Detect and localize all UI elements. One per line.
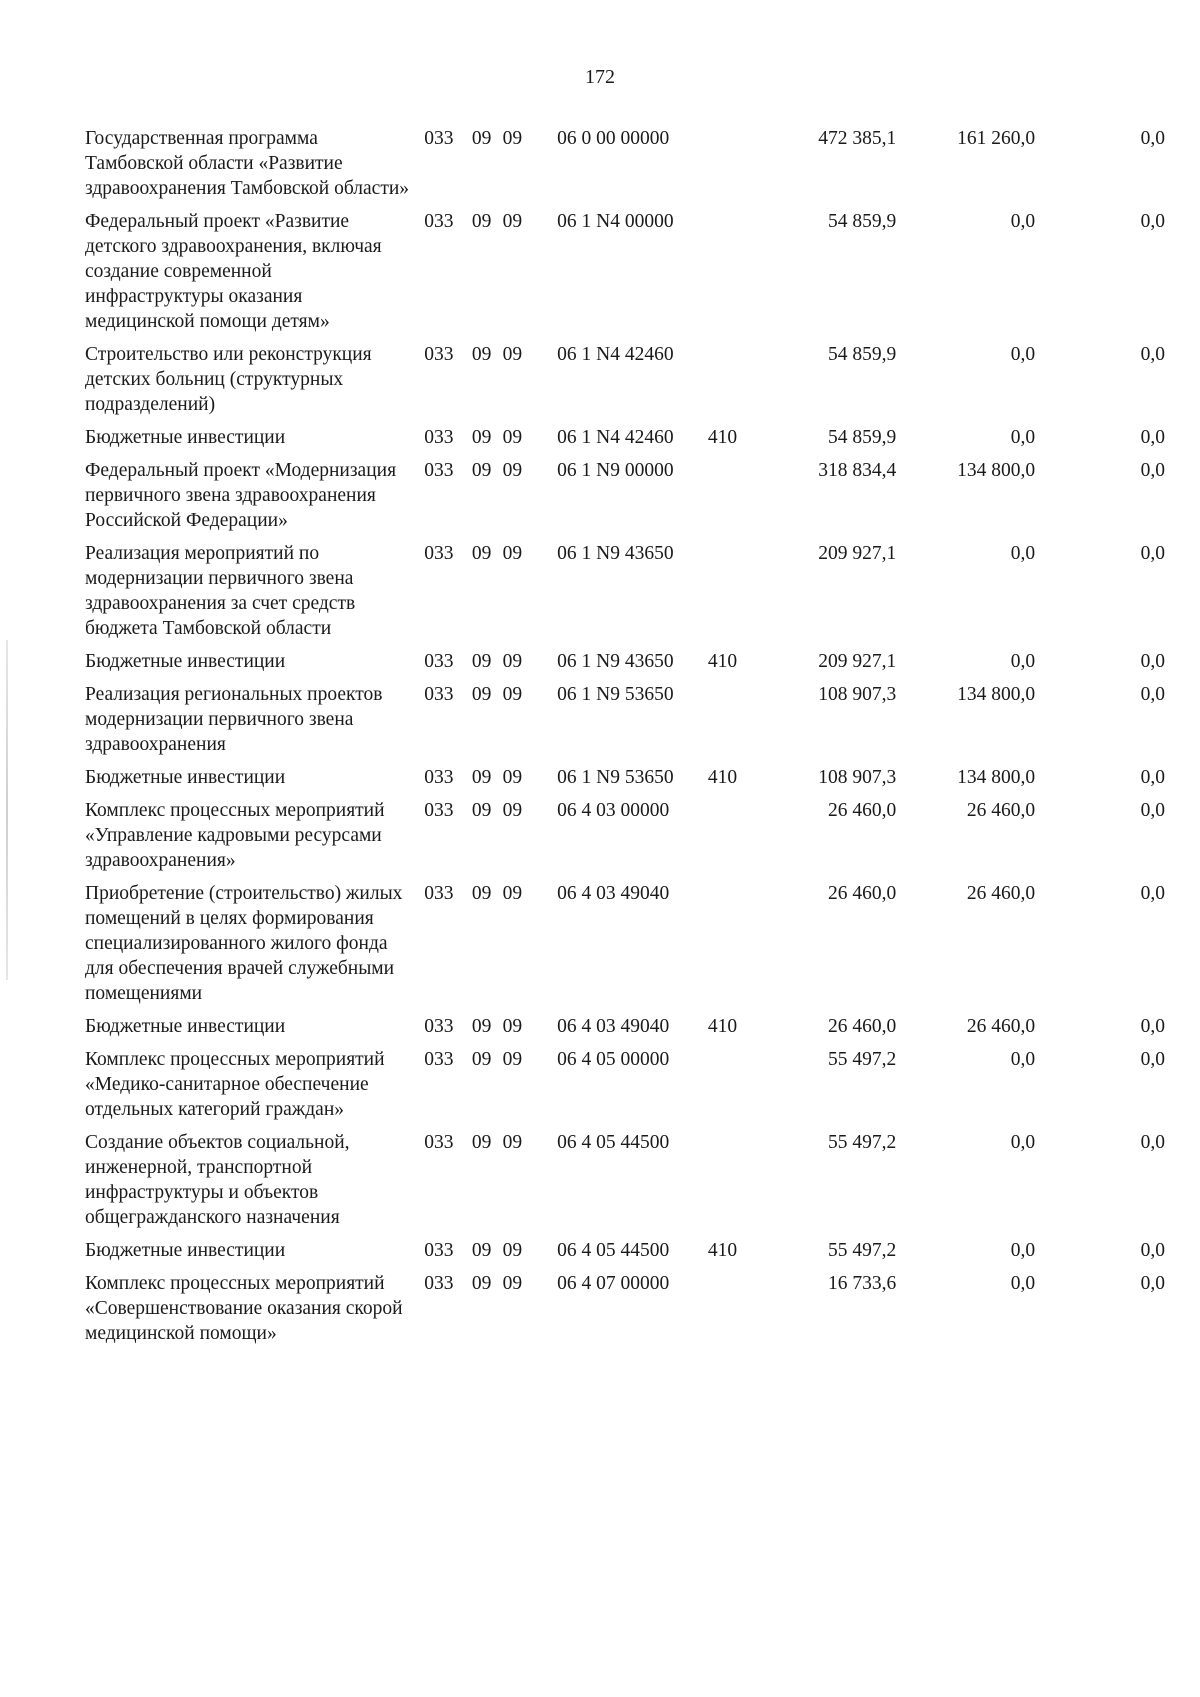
row-name: Реализация региональных проектов модернизации первичного звена здравоохранения [85,684,383,755]
target-item-code: 06 1 N9 53650 [557,767,674,788]
amount-year-1: 209 927,1 [818,543,897,564]
table-row [85,425,1165,450]
amount-year-1: 26 460,0 [828,1016,897,1037]
section-code: 09 [471,800,492,821]
amount-year-2: 0,0 [1010,651,1036,672]
table-row [85,1047,1165,1122]
row-name: Реализация мероприятий по модернизации первичного звена здравоохранения за счет средств бюджета Тамбовской области [85,543,356,639]
target-item-code: 06 1 N9 53650 [557,684,674,705]
target-item-code: 06 1 N4 00000 [557,211,674,232]
department-code: 033 [424,344,454,365]
amount-year-2: 134 800,0 [957,767,1036,788]
amount-year-3: 0,0 [1140,543,1166,564]
amount-year-3: 0,0 [1140,883,1166,904]
amount-year-1: 54 859,9 [828,427,897,448]
amount-year-1: 472 385,1 [818,128,897,149]
expense-type-code: 410 [707,1240,738,1261]
section-code: 09 [471,543,492,564]
section-code: 09 [471,1016,492,1037]
target-item-code: 06 4 05 44500 [557,1240,670,1261]
row-name: Создание объектов социальной, инженерной, транспортной инфраструктуры и объектов общегражданского назначения [85,1132,350,1228]
department-code: 033 [424,1016,454,1037]
amount-year-3: 0,0 [1140,427,1166,448]
amount-year-2: 26 460,0 [966,800,1036,821]
section-code: 09 [471,211,492,232]
budget-table [85,126,1165,1354]
section-code: 09 [471,767,492,788]
table-row [85,458,1165,533]
table-row [85,541,1165,641]
section-code: 09 [471,1049,492,1070]
target-item-code: 06 4 03 00000 [557,800,670,821]
table-row [85,1130,1165,1230]
subsection-code: 09 [502,883,523,904]
row-name: Бюджетные инвестиции [85,1240,286,1261]
amount-year-3: 0,0 [1140,1273,1166,1294]
subsection-code: 09 [502,1273,523,1294]
row-name: Государственная программа Тамбовской области «Развитие здравоохранения Тамбовской области» [85,128,410,199]
amount-year-1: 55 497,2 [828,1240,897,1261]
subsection-code: 09 [502,1016,523,1037]
subsection-code: 09 [502,1049,523,1070]
row-name: Федеральный проект «Модернизация первичного звена здравоохранения Российской Федерации» [85,460,397,531]
subsection-code: 09 [502,344,523,365]
amount-year-2: 0,0 [1010,211,1036,232]
amount-year-2: 0,0 [1010,1049,1036,1070]
page-number: 172 [585,66,615,88]
amount-year-3: 0,0 [1140,128,1166,149]
section-code: 09 [471,651,492,672]
target-item-code: 06 4 03 49040 [557,1016,670,1037]
target-item-code: 06 1 N4 42460 [557,344,674,365]
department-code: 033 [424,1049,454,1070]
amount-year-1: 318 834,4 [818,460,897,481]
amount-year-2: 26 460,0 [966,883,1036,904]
department-code: 033 [424,883,454,904]
department-code: 033 [424,800,454,821]
target-item-code: 06 1 N9 43650 [557,651,674,672]
section-code: 09 [471,883,492,904]
amount-year-2: 134 800,0 [957,684,1036,705]
subsection-code: 09 [502,651,523,672]
scan-edge-mark [6,640,8,980]
subsection-code: 09 [502,427,523,448]
amount-year-1: 54 859,9 [828,211,897,232]
amount-year-2: 0,0 [1010,344,1036,365]
row-name: Приобретение (строительство) жилых помещений в целях формирования специализированного жилого фонда для обеспечения врачей служебными помещениями [85,883,403,1004]
amount-year-3: 0,0 [1140,1132,1166,1153]
subsection-code: 09 [502,767,523,788]
table-row [85,682,1165,757]
department-code: 033 [424,128,454,149]
subsection-code: 09 [502,800,523,821]
table-row [85,126,1165,201]
amount-year-2: 0,0 [1010,1240,1036,1261]
row-name: Комплекс процессных мероприятий «Медико-санитарное обеспечение отдельных категорий граждан» [85,1049,385,1120]
row-name: Бюджетные инвестиции [85,1016,286,1037]
row-name: Комплекс процессных мероприятий «Управление кадровыми ресурсами здравоохранения» [85,800,385,871]
amount-year-3: 0,0 [1140,211,1166,232]
row-name: Бюджетные инвестиции [85,767,286,788]
amount-year-2: 134 800,0 [957,460,1036,481]
table-row [85,209,1165,334]
table-row [85,1271,1165,1346]
target-item-code: 06 4 05 00000 [557,1049,670,1070]
amount-year-3: 0,0 [1140,767,1166,788]
department-code: 033 [424,427,454,448]
amount-year-2: 0,0 [1010,543,1036,564]
table-row [85,1238,1165,1263]
amount-year-3: 0,0 [1140,684,1166,705]
expense-type-code: 410 [707,427,738,448]
row-name: Комплекс процессных мероприятий «Совершенствование оказания скорой медицинской помощи» [85,1273,403,1344]
amount-year-3: 0,0 [1140,1016,1166,1037]
amount-year-1: 26 460,0 [828,800,897,821]
amount-year-2: 161 260,0 [957,128,1036,149]
department-code: 033 [424,684,454,705]
department-code: 033 [424,543,454,564]
table-row [85,765,1165,790]
amount-year-1: 108 907,3 [818,684,897,705]
target-item-code: 06 1 N9 00000 [557,460,674,481]
subsection-code: 09 [502,211,523,232]
amount-year-3: 0,0 [1140,1049,1166,1070]
amount-year-1: 55 497,2 [828,1132,897,1153]
subsection-code: 09 [502,684,523,705]
section-code: 09 [471,684,492,705]
amount-year-3: 0,0 [1140,1240,1166,1261]
amount-year-3: 0,0 [1140,651,1166,672]
row-name: Бюджетные инвестиции [85,427,286,448]
section-code: 09 [471,128,492,149]
subsection-code: 09 [502,1132,523,1153]
amount-year-1: 16 733,6 [828,1273,897,1294]
department-code: 033 [424,1132,454,1153]
department-code: 033 [424,460,454,481]
amount-year-1: 26 460,0 [828,883,897,904]
department-code: 033 [424,1273,454,1294]
target-item-code: 06 4 05 44500 [557,1132,670,1153]
table-row [85,798,1165,873]
row-name: Федеральный проект «Развитие детского здравоохранения, включая создание современной инфраструктуры оказания медицинской помощи детям» [85,211,382,332]
amount-year-3: 0,0 [1140,460,1166,481]
target-item-code: 06 4 07 00000 [557,1273,670,1294]
expense-type-code: 410 [707,767,738,788]
row-name: Строительство или реконструкция детских больниц (структурных подразделений) [85,344,372,415]
target-item-code: 06 0 00 00000 [557,128,670,149]
amount-year-2: 0,0 [1010,1132,1036,1153]
amount-year-2: 0,0 [1010,427,1036,448]
amount-year-1: 108 907,3 [818,767,897,788]
section-code: 09 [471,427,492,448]
expense-type-code: 410 [707,651,738,672]
section-code: 09 [471,1132,492,1153]
row-name: Бюджетные инвестиции [85,651,286,672]
amount-year-3: 0,0 [1140,800,1166,821]
department-code: 033 [424,1240,454,1261]
table-row [85,649,1165,674]
table-row [85,342,1165,417]
amount-year-1: 209 927,1 [818,651,897,672]
target-item-code: 06 1 N4 42460 [557,427,674,448]
table-row [85,1014,1165,1039]
section-code: 09 [471,1273,492,1294]
section-code: 09 [471,344,492,365]
amount-year-1: 55 497,2 [828,1049,897,1070]
section-code: 09 [471,1240,492,1261]
department-code: 033 [424,767,454,788]
target-item-code: 06 1 N9 43650 [557,543,674,564]
amount-year-3: 0,0 [1140,344,1166,365]
section-code: 09 [471,460,492,481]
amount-year-2: 0,0 [1010,1273,1036,1294]
subsection-code: 09 [502,128,523,149]
subsection-code: 09 [502,1240,523,1261]
amount-year-1: 54 859,9 [828,344,897,365]
subsection-code: 09 [502,543,523,564]
amount-year-2: 26 460,0 [966,1016,1036,1037]
department-code: 033 [424,211,454,232]
target-item-code: 06 4 03 49040 [557,883,670,904]
table-row [85,881,1165,1006]
expense-type-code: 410 [707,1016,738,1037]
department-code: 033 [424,651,454,672]
subsection-code: 09 [502,460,523,481]
